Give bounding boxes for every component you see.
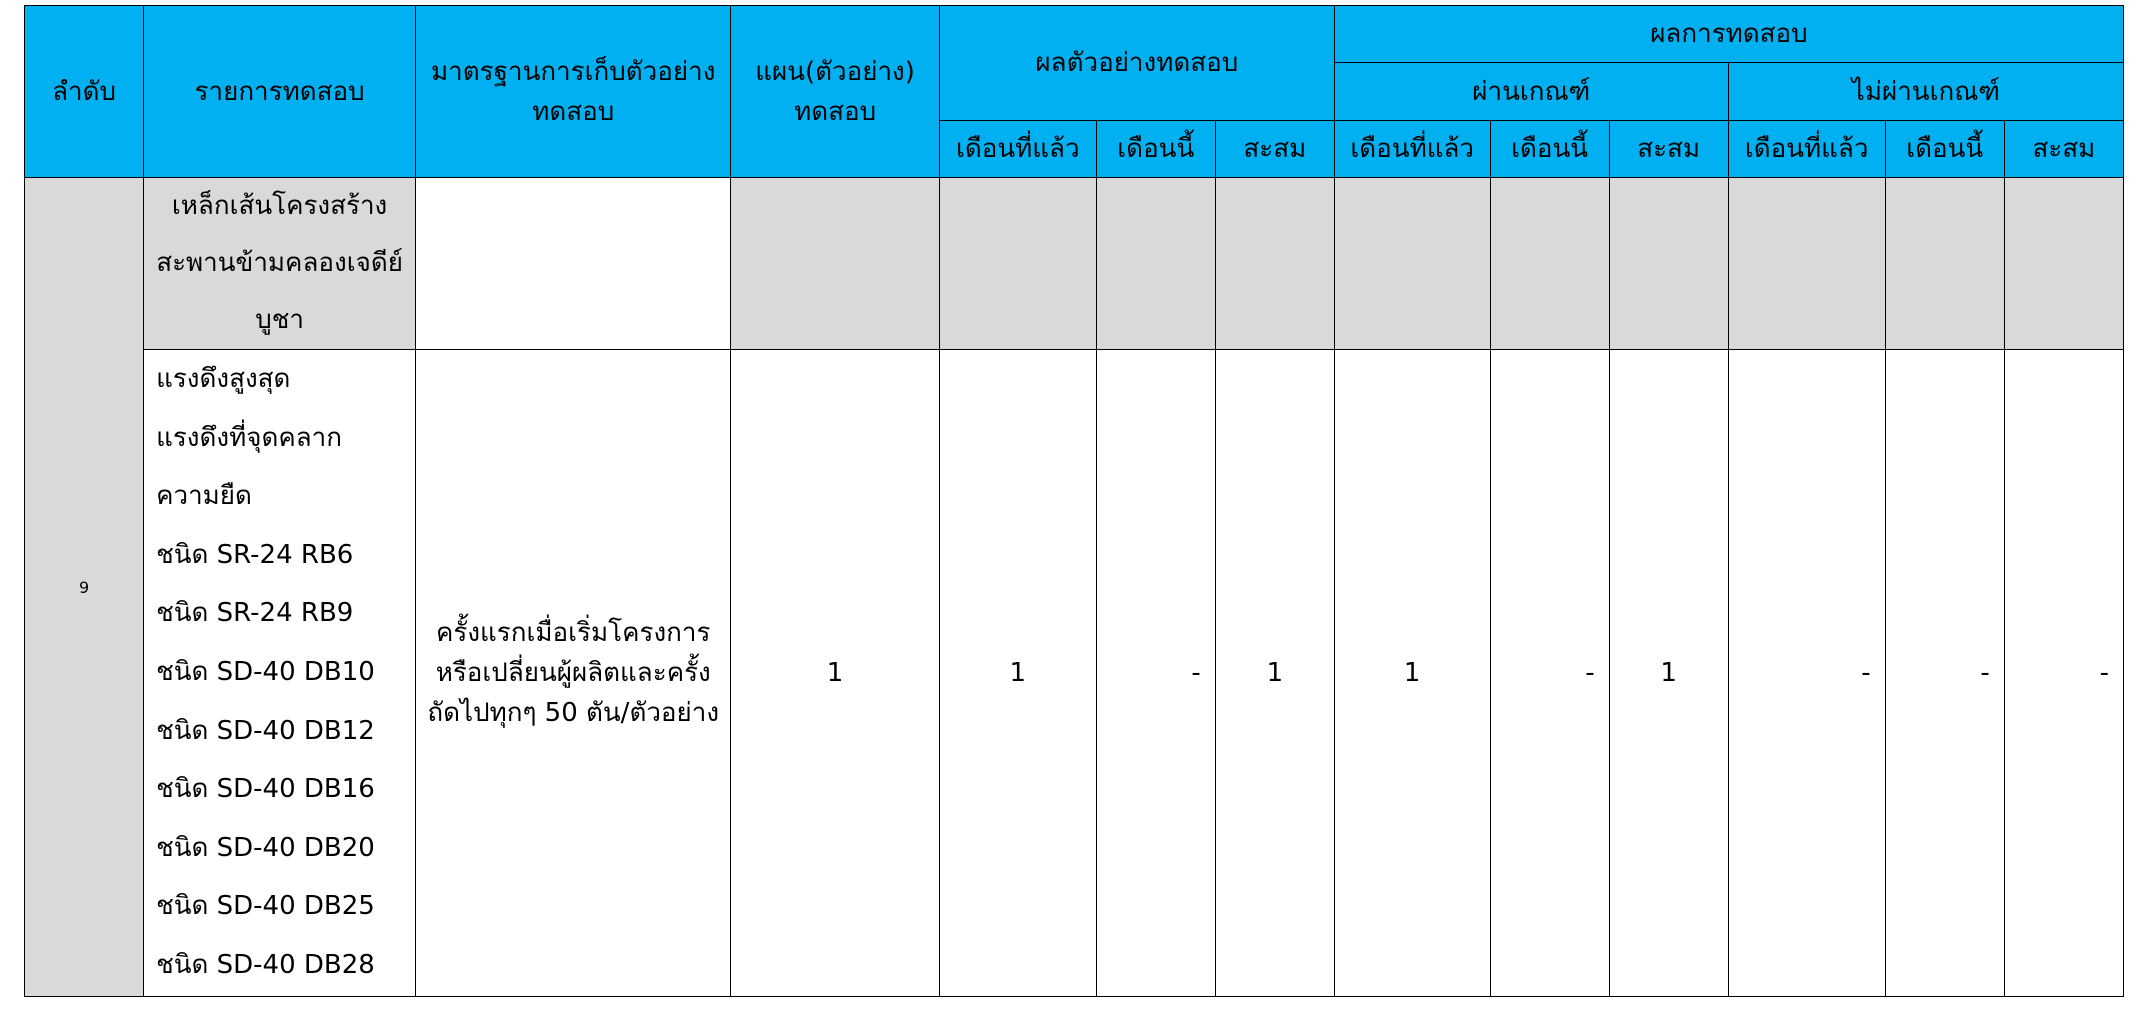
pass-last-month-value: 1 [1334, 350, 1490, 997]
header-sample-results: ผลตัวอย่างทดสอบ [939, 6, 1334, 121]
section-blank-standard [416, 178, 731, 350]
section-blank-4 [1334, 178, 1490, 350]
header-fail-cumulative: สะสม [2004, 121, 2123, 178]
header-standard: มาตรฐานการเก็บตัวอย่างทดสอบ [416, 6, 731, 178]
list-item: ความยืด [156, 481, 252, 512]
sampling-standard: ครั้งแรกเมื่อเริ่มโครงการหรือเปลี่ยนผู้ผลิตและครั้งถัดไปทุกๆ 50 ตัน/ตัวอย่าง [427, 618, 720, 728]
section-blank-1 [939, 178, 1096, 350]
test-items-cell [144, 350, 416, 997]
section-row [25, 178, 2124, 350]
list-item: ชนิด SD-40 DB10 [156, 656, 375, 687]
sample-cumulative-value: 1 [1215, 350, 1334, 997]
list-item: แรงดึงที่จุดคลาก [156, 422, 343, 453]
sample-last-month-value: 1 [939, 350, 1096, 997]
header-fail-this-month: เดือนนี้ [1885, 121, 2004, 178]
fail-last-month-value: - [1728, 350, 1885, 997]
list-item: ชนิด SD-40 DB16 [156, 774, 375, 805]
list-item: ชนิด SD-40 DB25 [156, 891, 375, 922]
header-pass-cumulative: สะสม [1609, 121, 1728, 178]
list-item: ชนิด SR-24 RB6 [156, 539, 354, 570]
fail-cumulative-value: - [2004, 350, 2123, 997]
section-title-cell [144, 178, 416, 350]
section-blank-3 [1215, 178, 1334, 350]
pass-this-month-value: - [1490, 350, 1609, 997]
section-blank-7 [1728, 178, 1885, 350]
header-sample-last-month: เดือนที่แล้ว [939, 121, 1096, 178]
section-blank-plan [731, 178, 939, 350]
header-pass-this-month: เดือนนี้ [1490, 121, 1609, 178]
section-blank-8 [1885, 178, 2004, 350]
section-blank-2 [1096, 178, 1215, 350]
list-item: ชนิด SD-40 DB20 [156, 832, 375, 863]
header-plan: แผน(ตัวอย่าง) ทดสอบ [731, 6, 939, 178]
list-item: ชนิด SD-40 DB12 [156, 715, 375, 746]
section-title: เหล็กเส้นโครงสร้างสะพานข้ามคลองเจดีย์บูชา [156, 191, 403, 335]
header-sample-cumulative: สะสม [1215, 121, 1334, 178]
section-blank-9 [2004, 178, 2123, 350]
table-row [25, 350, 2124, 997]
header-pass: ผ่านเกณฑ์ [1334, 63, 1728, 121]
standard-cell [416, 350, 731, 997]
list-item: ชนิด SD-40 DB28 [156, 949, 375, 980]
test-items-list [144, 350, 415, 995]
section-blank-6 [1609, 178, 1728, 350]
header-fail-last-month: เดือนที่แล้ว [1728, 121, 1885, 178]
list-item: แรงดึงสูงสุด [156, 364, 291, 394]
test-results-table [24, 5, 2124, 997]
section-blank-5 [1490, 178, 1609, 350]
header-test-results: ผลการทดสอบ [1334, 6, 2123, 63]
header-seq: ลำดับ [25, 6, 144, 178]
table-body [25, 178, 2124, 997]
header-fail: ไม่ผ่านเกณฑ์ [1728, 63, 2123, 121]
header-item: รายการทดสอบ [144, 6, 416, 178]
row-seq: 9 [25, 178, 144, 997]
table-header [25, 6, 2124, 178]
fail-this-month-value: - [1885, 350, 2004, 997]
header-pass-last-month: เดือนที่แล้ว [1334, 121, 1490, 178]
pass-cumulative-value: 1 [1609, 350, 1728, 997]
sample-this-month-value: - [1096, 350, 1215, 997]
header-sample-this-month: เดือนนี้ [1096, 121, 1215, 178]
plan-value: 1 [731, 350, 939, 997]
list-item: ชนิด SR-24 RB9 [156, 598, 354, 629]
